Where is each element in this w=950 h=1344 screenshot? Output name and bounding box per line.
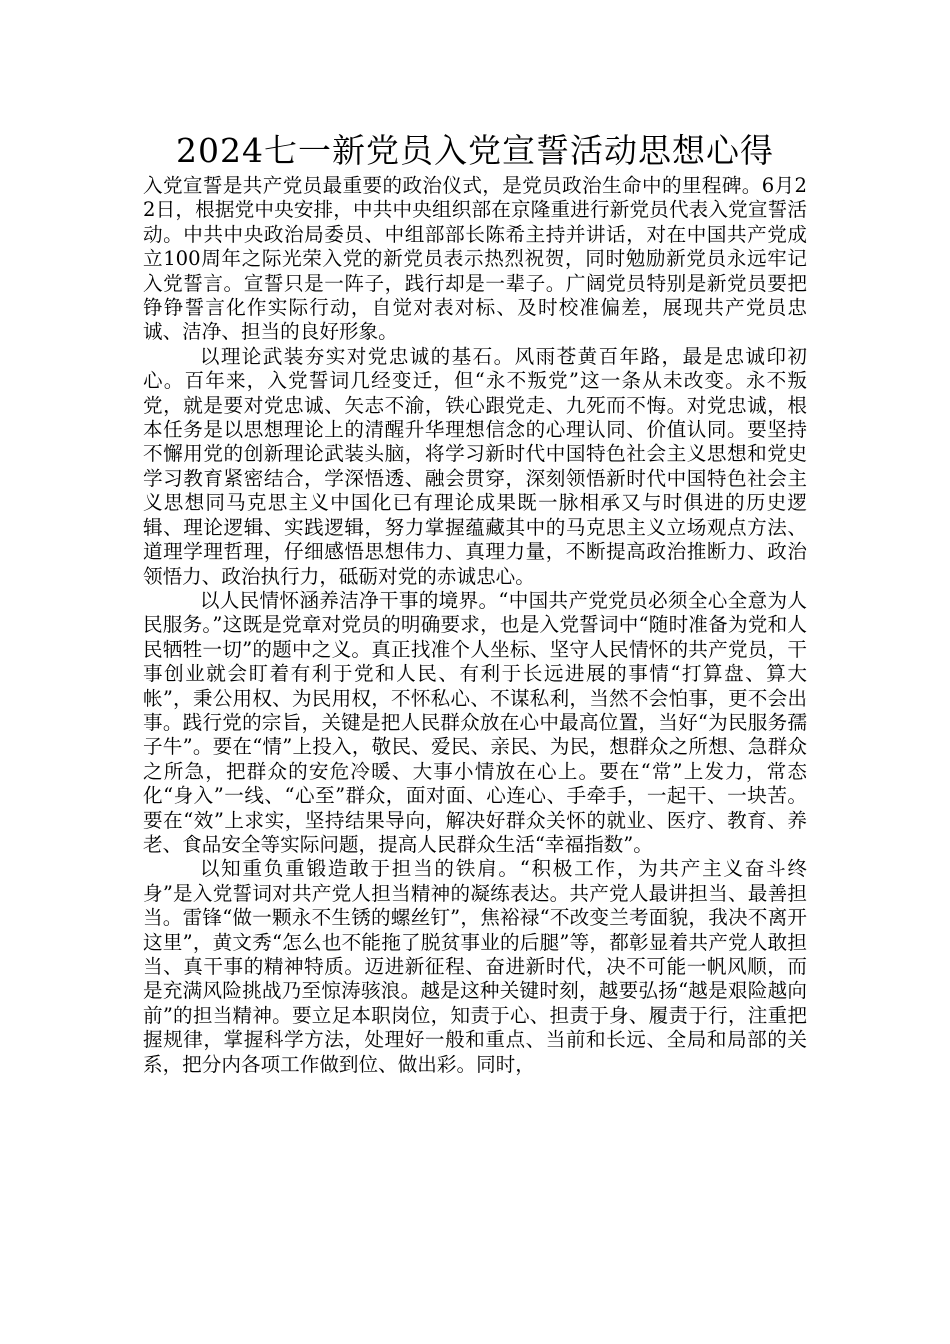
document-title: 2024七一新党员入党宣誓活动思想心得 xyxy=(176,131,774,170)
body-paragraph-responsibility: 以知重负重锻造敢于担当的铁肩。“积极工作，为共产主义奋斗终身”是入党誓词对共产党人担当精神的凝练表达。共产党人最讲担当、最善担当。雷锋“做一颗永不生锈的螺丝钉”，焦裕禄“不改变兰考面貌，我决不离开这里”，黄文秀“怎么也不能拖了脱贫事业的后腿”等，都彰显着共产党人敢担当、真干事的精神特质。迈进新征程、奋进新时代，决不可能一帆风顺，而是充满风险挑战乃至惊涛骇浪。越是这种关键时刻，越要弘扬“越是艰险越向前”的担当精神。要立足本职岗位，知责于心、担责于身、履责于行，注重把握规律，掌握科学方法，处理好一般和重点、当前和长远、全局和局部的关系，把分内各项工作做到位、做出彩。同时， xyxy=(143,857,807,1076)
intro-paragraph: 入党宣誓是共产党员最重要的政治仪式，是党员政治生命中的里程碑。6月22日，根据党中央安排，中共中央组织部在京隆重进行新党员代表入党宣誓活动。中共中央政治局委员、中组部部长陈希主持并讲话，对在中国共产党成立100周年之际光荣入党的新党员表示热烈祝贺，同时勉励新党员永远牢记入党誓言。宣誓只是一阵子，践行却是一辈子。广阔党员特别是新党员要把铮铮誓言化作实际行动，自觉对表对标、及时校准偏差，展现共产党员忠诚、洁净、担当的良好形象。 xyxy=(143,174,807,344)
document-page xyxy=(143,128,807,1077)
body-paragraph-loyalty: 以理论武装夯实对党忠诚的基石。风雨苍黄百年路，最是忠诚印初心。百年来，入党誓词几经变迁，但“永不叛党”这一条从未改变。永不叛党，就是要对党忠诚、矢志不渝，铁心跟党走、九死而不悔。对党忠诚，根本任务是以思想理论上的清醒升华理想信念的心理认同、价值认同。要坚持不懈用党的创新理论武装头脑，将学习新时代中国特色社会主义思想和党史学习教育紧密结合，学深悟透、融会贯穿，深刻领悟新时代中国特色社会主义思想同马克思主义中国化已有理论成果既一脉相承又与时俱进的历史逻辑、理论逻辑、实践逻辑，努力掌握蕴藏其中的马克思主义立场观点方法、道理学理哲理，仔细感悟思想伟力、真理力量，不断提高政治推断力、政治领悟力、政治执行力，砥砺对党的赤诚忠心。 xyxy=(143,344,807,588)
body-paragraph-people: 以人民情怀涵养洁净干事的境界。“中国共产党党员必须全心全意为人民服务。”这既是党章对党员的明确要求，也是入党誓词中“随时准备为党和人民牺牲一切”的题中之义。真正找准个人坐标、坚守人民情怀的共产党员，干事创业就会盯着有利于党和人民、有利于长远进展的事情“打算盘、算大帐”，秉公用权、为民用权，不怀私心、不谋私利，当然不会怕事，更不会出事。践行党的宗旨，关键是把人民群众放在心中最高位置，当好“为民服务孺子牛”。要在“情”上投入，敬民、爱民、亲民、为民，想群众之所想、急群众之所急，把群众的安危冷暖、大事小情放在心上。要在“常”上发力，常态化“身入”一线、“心至”群众，面对面、心连心、手牵手，一起干、一块苦。要在“效”上求实，坚持结果导向，解决好群众关怀的就业、医疗、教育、养老、食品安全等实际问题，提高人民群众生活“幸福指数”。 xyxy=(143,588,807,856)
